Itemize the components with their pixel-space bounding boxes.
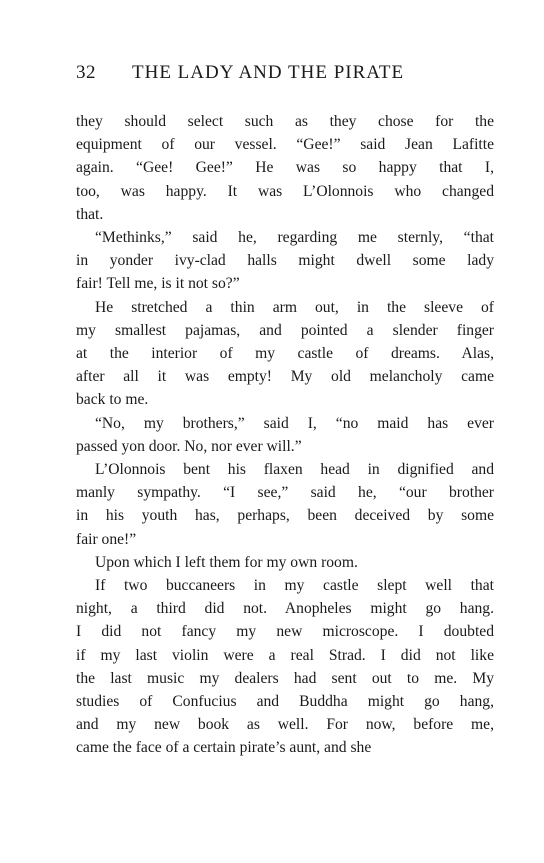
text-line: again. “Gee! Gee!” He was so happy that I,	[76, 159, 494, 177]
text-line: night, a third did not. Anopheles might go hang.	[76, 600, 494, 618]
paragraph	[76, 551, 494, 574]
text-line: came the face of a certain pirate’s aunt, and she	[76, 739, 372, 757]
text-line: at the interior of my castle of dreams. Alas,	[76, 345, 494, 363]
text-line: they should select such as they chose for the	[76, 113, 494, 130]
text-line: equipment of our vessel. “Gee!” said Jean Lafitte	[76, 136, 494, 154]
text-line: after all it was empty! My old melancholy came	[76, 368, 494, 386]
text-line: passed yon door. No, nor ever will.”	[76, 437, 302, 455]
paragraph	[76, 226, 494, 296]
running-head: THE LADY AND THE PIRATE	[132, 62, 405, 83]
text-line: He stretched a thin arm out, in the sleeve of	[95, 298, 494, 316]
text-line: too, was happy. It was L’Olonnois who changed	[76, 182, 494, 200]
text-line: the last music my dealers had sent out to me. My	[76, 669, 494, 687]
page-header	[76, 62, 494, 88]
text-line: and my new book as well. For now, before me,	[76, 716, 494, 734]
text-line: “Methinks,” said he, regarding me sternly, “that	[95, 229, 494, 247]
paragraph	[76, 458, 494, 551]
text-line: that.	[76, 205, 104, 223]
text-line: fair! Tell me, is it not so?”	[76, 275, 240, 293]
text-line: If two buccaneers in my castle slept well that	[95, 577, 494, 595]
paragraph	[76, 296, 494, 412]
text-line: I did not fancy my new microscope. I doubted	[76, 623, 494, 641]
text-line: manly sympathy. “I see,” said he, “our brother	[76, 484, 494, 502]
text-line: fair one!”	[76, 530, 137, 548]
paragraph	[76, 412, 494, 458]
book-page	[76, 62, 494, 760]
text-line: if my last violin were a real Strad. I did not like	[76, 646, 494, 664]
text-line: in yonder ivy-clad halls might dwell some lady	[76, 252, 494, 270]
text-line: studies of Confucius and Buddha might go hang,	[76, 693, 494, 711]
paragraph	[76, 574, 494, 760]
page-number: 32	[76, 62, 96, 83]
paragraph	[76, 110, 494, 226]
text-line: Upon which I left them for my own room.	[95, 553, 358, 571]
text-line: L’Olonnois bent his flaxen head in dignified and	[95, 461, 494, 479]
text-line: my smallest pajamas, and pointed a slender finger	[76, 321, 494, 339]
text-line: in his youth has, perhaps, been deceived by some	[76, 507, 494, 525]
text-line: back to me.	[76, 391, 149, 409]
body-text	[76, 110, 494, 760]
text-line: “No, my brothers,” said I, “no maid has ever	[95, 414, 494, 432]
